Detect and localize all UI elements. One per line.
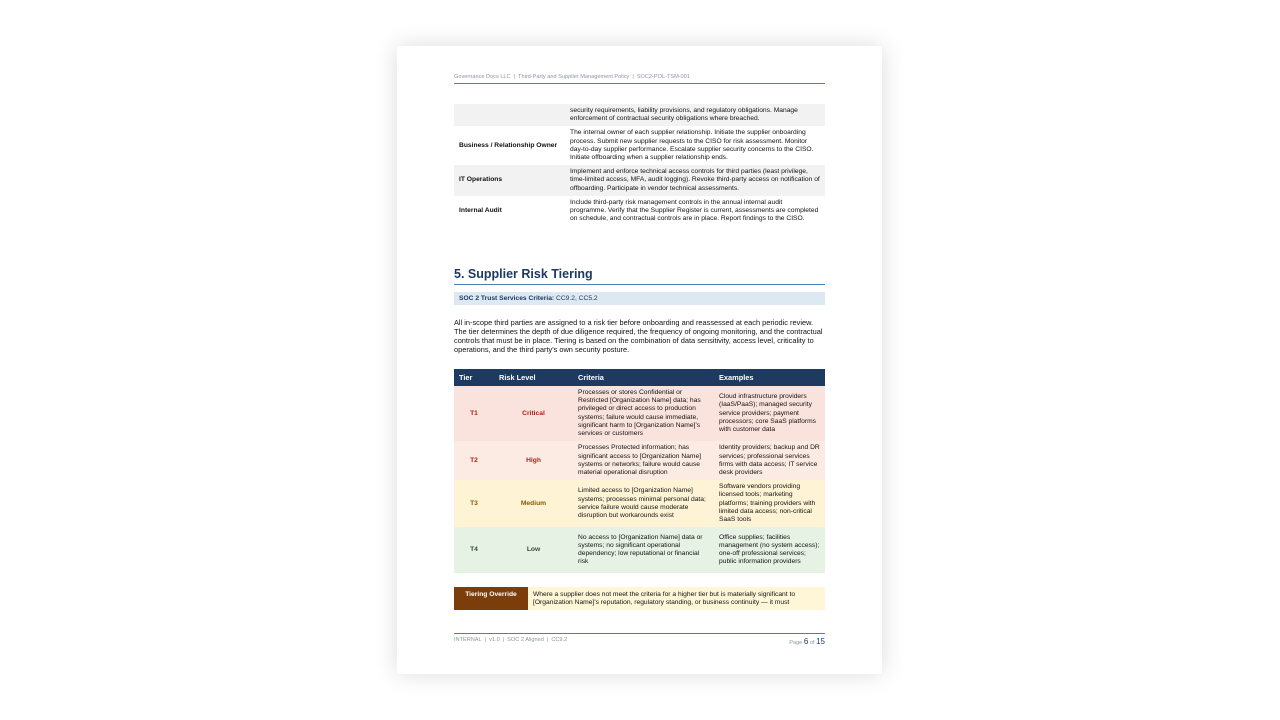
header-document-title: Third-Party and Supplier Management Policy <box>518 74 630 80</box>
tier-criteria: Limited access to [Organization Name] systems; processes minimal personal data; service failure would cause moderate disruption but workarounds exist <box>573 480 714 527</box>
footer-separator: | <box>546 637 549 643</box>
role-name <box>454 104 565 126</box>
criteria-value: CC9.2, CC5.2 <box>556 295 598 302</box>
tier-id: T1 <box>454 386 494 441</box>
column-header-tier: Tier <box>454 369 494 386</box>
footer-separator: | <box>484 637 487 643</box>
tiering-override-callout <box>454 587 825 610</box>
tier-examples: Cloud infrastructure providers (IaaS/PaaS); managed security service providers; payment processors; core SaaS platforms with customer data <box>714 386 825 441</box>
tier-examples: Identity providers; backup and DR services; professional services firms with data access; IT service desk providers <box>714 441 825 480</box>
footer-control: CC9.2 <box>551 637 568 643</box>
table-row <box>454 527 825 573</box>
header-company: Governance Docs LLC <box>454 74 511 80</box>
table-row <box>454 104 825 126</box>
table-row <box>454 126 825 165</box>
tier-examples: Office supplies; facilities management (no system access); one-off professional services; public information providers <box>714 527 825 573</box>
document-page <box>397 46 882 674</box>
footer-separator: | <box>502 637 505 643</box>
table-row <box>454 165 825 196</box>
footer-version: v1.0 <box>489 637 500 643</box>
header-separator: | <box>632 74 634 80</box>
column-header-criteria: Criteria <box>573 369 714 386</box>
table-row <box>454 386 825 441</box>
page-of: of <box>809 640 815 646</box>
page-header <box>454 74 825 84</box>
header-doc-id: SOC2-POL-TSM-001 <box>636 74 690 80</box>
role-name: Internal Audit <box>459 207 502 215</box>
tier-criteria: Processes or stores Confidential or Restricted [Organization Name] data; has privileged or direct access to production systems; failure would cause immediate, significant harm to [Organization Name]'s services or customers <box>573 386 714 441</box>
table-row <box>454 196 825 227</box>
column-header-examples: Examples <box>714 369 825 386</box>
page-footer <box>454 633 825 646</box>
role-name: Business / Relationship Owner <box>459 141 558 149</box>
role-name: IT Operations <box>454 165 565 196</box>
tier-table <box>454 369 825 573</box>
risk-level: Medium <box>494 480 573 527</box>
footer-alignment: SOC 2 Aligned <box>507 637 544 643</box>
risk-level: High <box>494 441 573 480</box>
tier-criteria: No access to [Organization Name] data or systems; no significant operational dependency; low reputational or financial risk <box>573 527 714 573</box>
tier-id: T2 <box>454 441 494 480</box>
tier-id: T4 <box>454 527 494 573</box>
page-current: 6 <box>803 637 809 646</box>
footer-meta <box>454 637 567 646</box>
role-description: Implement and enforce technical access controls for third parties (least privilege, time-limited access, MFA, audit logging). Revoke third-party access on notification of offboarding. Participate in vendor technical assessments. <box>565 165 825 196</box>
override-label: Tiering Override <box>454 587 528 610</box>
override-text: Where a supplier does not meet the criteria for a higher tier but is materially significant to [Organization Name]'s reputation, regulatory standing, or business continuity — it must <box>528 587 825 610</box>
section-paragraph: All in-scope third parties are assigned to a risk tier before onboarding and reassessed at each periodic review. The tier determines the depth of due diligence required, the frequency of ongoing monitoring, and the contractual controls that must be in place. Tiering is based on the combination of data sensitivity, access level, criticality to operations, and the third party's own security posture. <box>454 318 823 354</box>
footer-classification: INTERNAL <box>454 637 482 643</box>
page-prefix: Page <box>789 640 803 646</box>
page-number <box>789 637 825 646</box>
tier-id: T3 <box>454 480 494 527</box>
role-description: Include third-party risk management controls in the annual internal audit programme. Verify that the Supplier Register is current, assessments are completed on schedule, and contractual controls are in place. Report findings to the CISO. <box>570 198 819 223</box>
role-description: security requirements, liability provisions, and regulatory obligations. Manage enforcement of contractual security obligations where breached. <box>565 104 825 126</box>
column-header-risk-level: Risk Level <box>494 369 573 386</box>
table-row <box>454 480 825 527</box>
criteria-banner <box>454 292 825 305</box>
risk-level: Low <box>494 527 573 573</box>
section-title: 5. Supplier Risk Tiering <box>454 267 825 285</box>
roles-table <box>454 104 825 226</box>
page-total: 15 <box>816 637 825 646</box>
role-description: The internal owner of each supplier relationship. Initiate the supplier onboarding process. Submit new supplier requests to the CISO for risk assessment. Monitor day-to-day supplier performance. Escalate supplier security concerns to the CISO. Initiate offboarding when a supplier relationship ends. <box>570 129 814 162</box>
risk-level: Critical <box>494 386 573 441</box>
header-separator: | <box>513 74 516 80</box>
table-row <box>454 441 825 480</box>
criteria-label: SOC 2 Trust Services Criteria: <box>459 295 555 302</box>
tier-examples: Software vendors providing licensed tools; marketing platforms; training providers with limited data access; non-critical SaaS tools <box>714 480 825 527</box>
tier-criteria: Processes Protected information; has significant access to [Organization Name] systems or networks; failure would cause material operational disruption <box>573 441 714 480</box>
table-header-row <box>454 369 825 386</box>
